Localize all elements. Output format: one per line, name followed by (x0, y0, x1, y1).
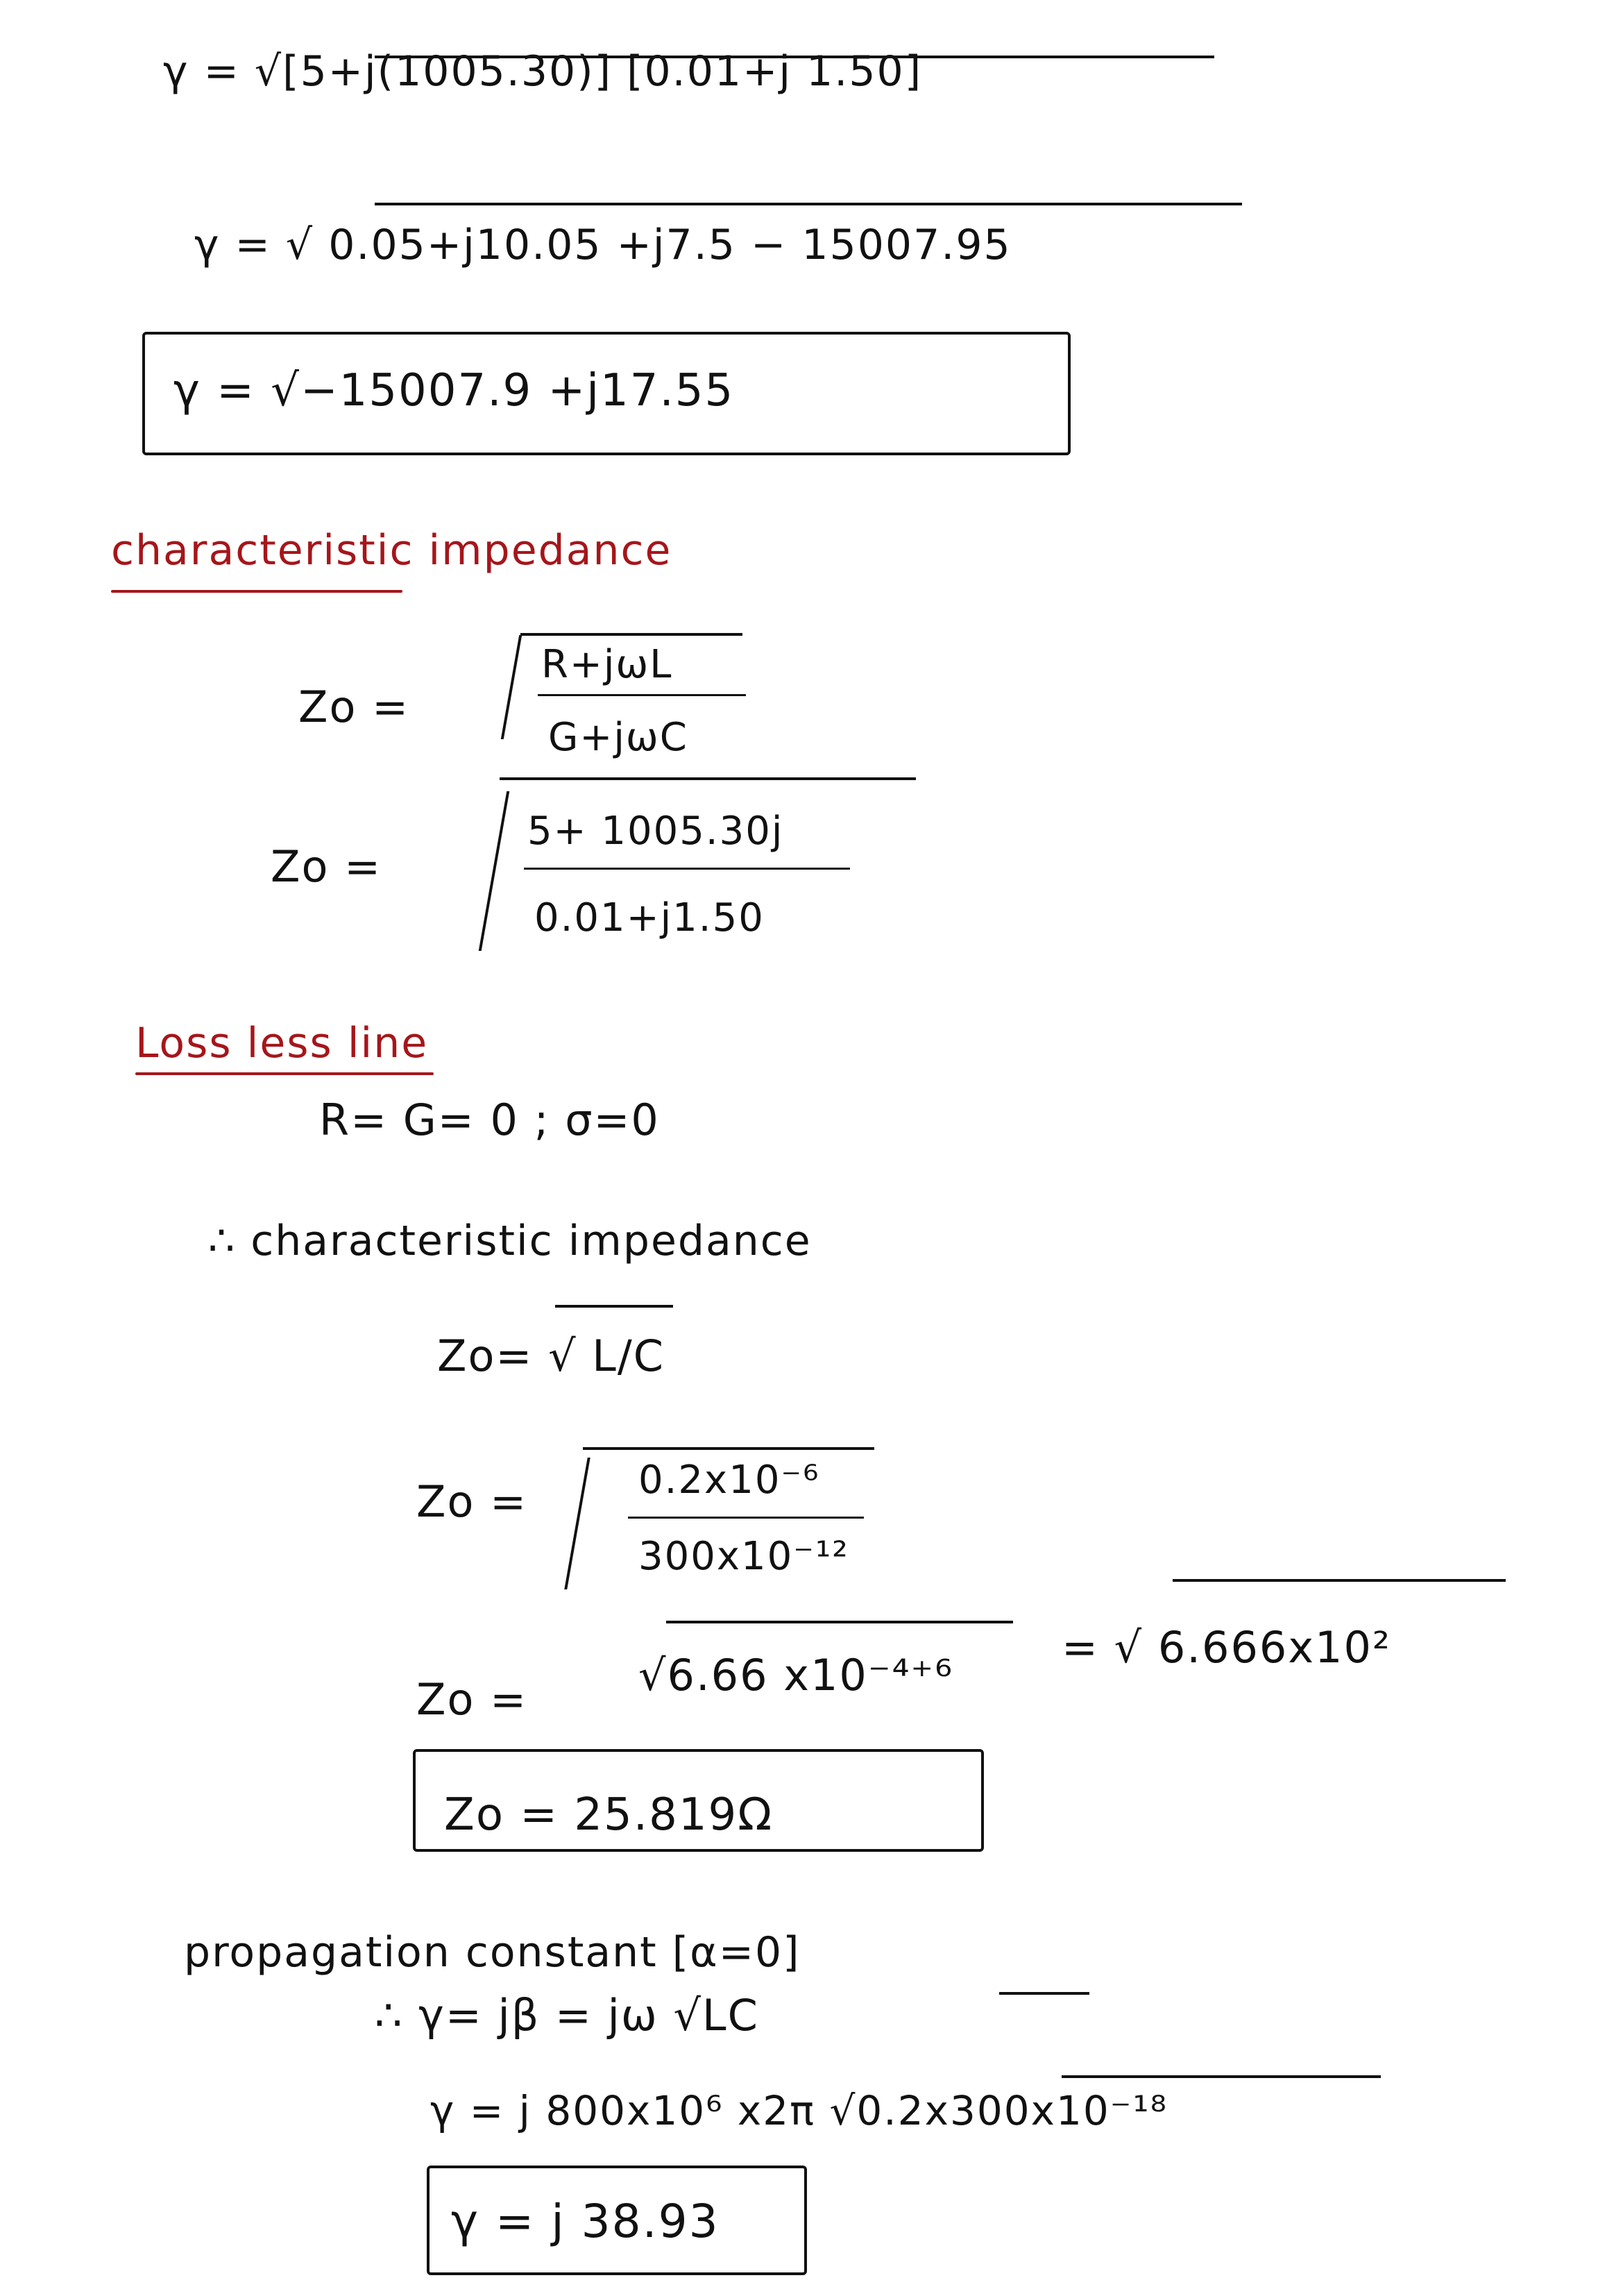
gamma-result: γ = √−15007.9 +j17.55 (173, 365, 735, 416)
prop-const-line-2: γ = j 800x10⁶ x2π √0.2x300x10⁻¹⁸ (430, 2087, 1168, 2134)
zo-step-lhs: Zo = (416, 1674, 528, 1725)
zo-lc-sub-radical-top (583, 1447, 874, 1450)
zo-formula-fraction-bar (538, 694, 746, 696)
zo-sub-fraction-bar (524, 868, 850, 870)
char-impedance-underline (111, 590, 402, 593)
prop-const-radical-top-2 (1062, 2075, 1381, 2078)
lossless-note: ∴ characteristic impedance (208, 1217, 812, 1265)
lossless-heading: Loss less line (135, 1019, 429, 1067)
zo-sub-radical (479, 791, 510, 951)
zo-lc-sub-radical (564, 1458, 590, 1589)
prop-const-result: γ = j 38.93 (451, 2195, 720, 2248)
prop-const-heading: propagation constant [α=0] (184, 1928, 801, 1977)
zo-formula-numerator: R+jωL (541, 642, 673, 687)
zo-sub-numerator: 5+ 1005.30j (527, 809, 784, 854)
zo-lc-formula: Zo= √ L/C (437, 1331, 665, 1381)
lossless-underline (135, 1072, 434, 1075)
prop-const-radical-top-1 (999, 1992, 1089, 1995)
zo-formula-radical-top (520, 633, 742, 636)
zo-lc-sub-denominator: 300x10⁻¹² (638, 1534, 849, 1579)
zo-lc-radical-top (555, 1305, 673, 1308)
radical-bar-2 (375, 203, 1242, 205)
zo-lc-sub-numerator: 0.2x10⁻⁶ (638, 1458, 820, 1503)
zo-formula-denominator: G+jωC (548, 715, 688, 760)
zo-sub-lhs: Zo = (271, 841, 382, 892)
zo-lc-sub-fraction-bar (628, 1517, 864, 1519)
prop-const-line-1: ∴ γ= jβ = jω √LC (375, 1990, 759, 2041)
zo-step-expr: √6.66 x10⁻⁴⁺⁶ (638, 1650, 954, 1700)
zo-formula-radical (501, 635, 522, 739)
zo-step-rhs: = √ 6.666x10² (1062, 1622, 1391, 1673)
lossless-condition: R= G= 0 ; σ=0 (319, 1095, 660, 1145)
gamma-line-2: γ = √ 0.05+j10.05 +j7.5 − 15007.95 (194, 221, 1012, 269)
zo-sub-radical-top (500, 777, 916, 780)
gamma-line-1: γ = √[5+j(1005.30)] [0.01+j 1.50] (163, 47, 923, 96)
zo-result: Zo = 25.819Ω (444, 1789, 774, 1841)
radical-bar-1 (375, 56, 1214, 58)
zo-lc-sub-lhs: Zo = (416, 1476, 528, 1527)
zo-formula-lhs: Zo = (298, 682, 410, 732)
char-impedance-heading: characteristic impedance (111, 526, 672, 575)
zo-step-rhs-radical-top (1173, 1579, 1506, 1582)
zo-sub-denominator: 0.01+j1.50 (534, 895, 765, 940)
zo-step-radical-top (666, 1621, 1013, 1623)
